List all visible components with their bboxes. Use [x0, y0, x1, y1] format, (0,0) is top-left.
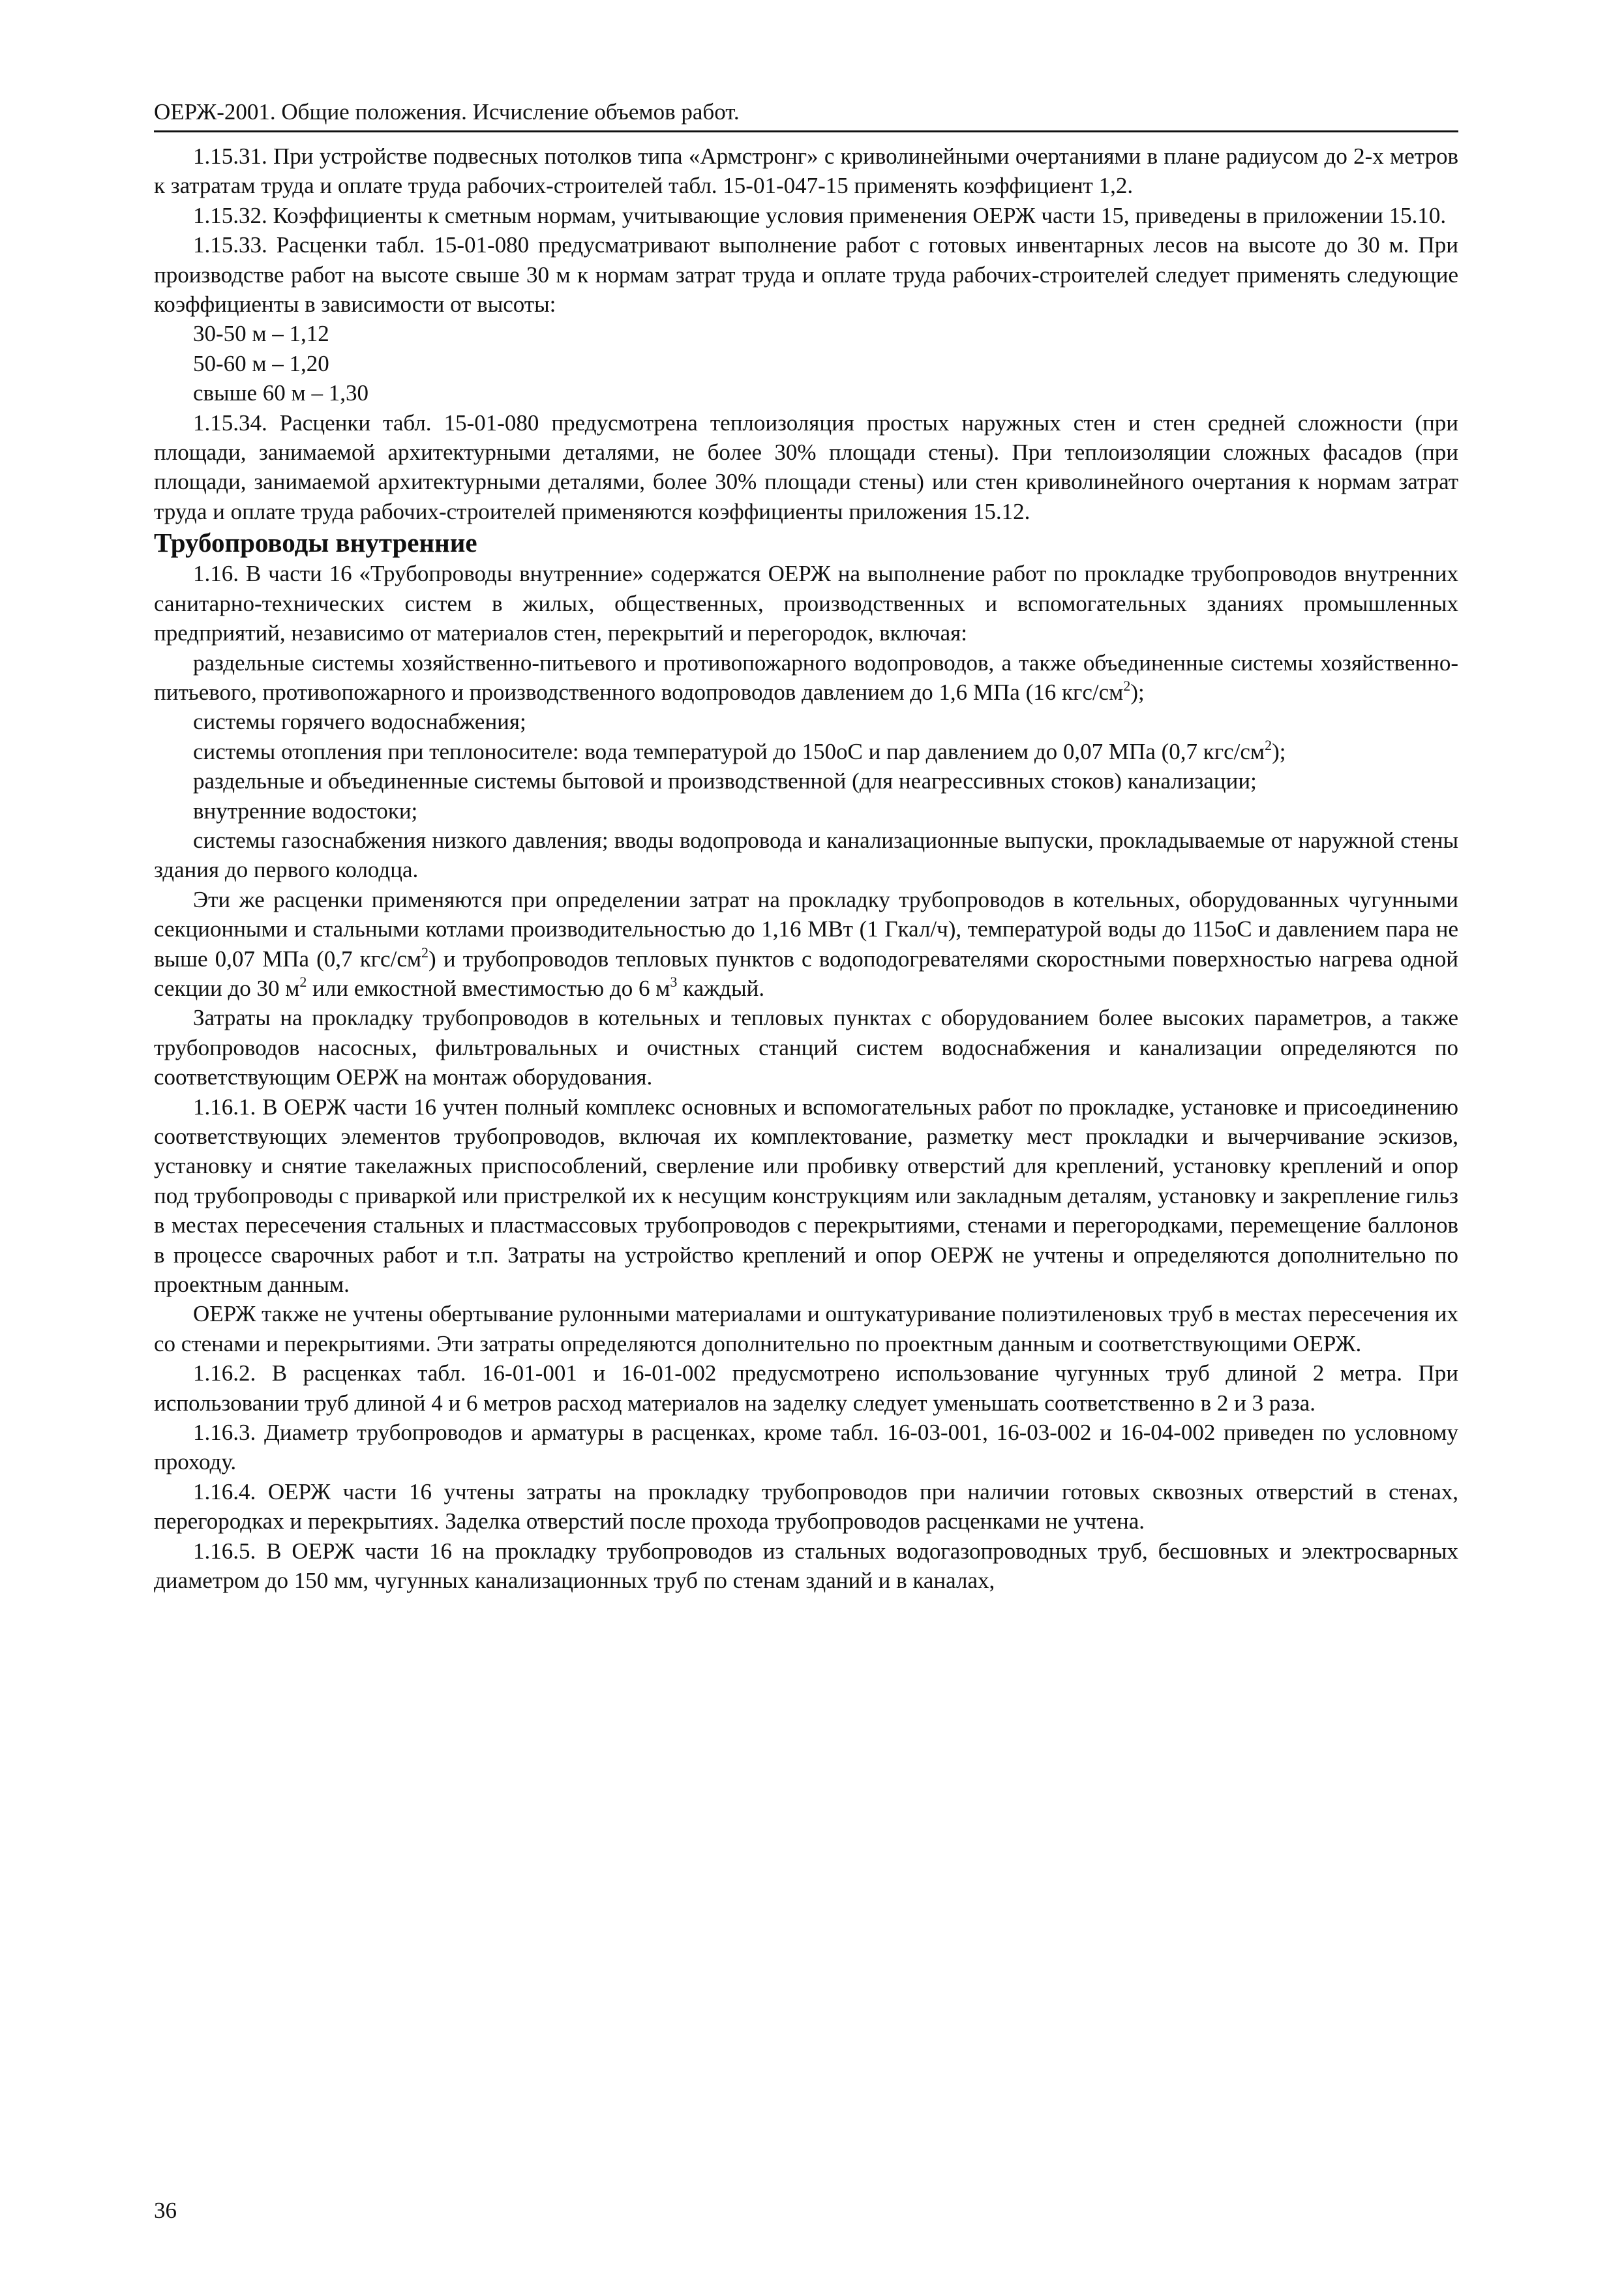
paragraph-1-16-4: 1.16.4. ОЕРЖ части 16 учтены затраты на прокладку трубопроводов при наличии готовых сквозных отверстий в стенах, перегородках и перекрытиях. Заделка отверстий после прохода трубопроводов расценками не учтена.: [154, 1478, 1458, 1534]
paragraph-boiler-rooms: Эти же расценки применяются при определении затрат на прокладку трубопроводов в котельных, оборудованных чугунными секционными и стальными котлами производительностью до 1,16 МВт (1 Гкал/ч), температурой воды до 115оС и давлением пара не выше 0,07 МПа (0,7 кгс/$см^2$) и трубопроводов тепловых пунктов с водоподогревателями скоростными поверхностью нагрева одной секции до 30 $м^2$ или емкостной вместимостью до 6 $м^3$ каждый.: [154, 886, 1458, 1001]
section-heading: Трубопроводы внутренние: [154, 528, 477, 558]
paragraph-wrapping: ОЕРЖ также не учтены обертывание рулонными материалами и оштукатуривание полиэтиленовых труб в местах пересечения их со стенами и перекрытиями. Эти затраты определяются дополнительно по проектным данным и соответствующими ОЕРЖ.: [154, 1301, 1458, 1356]
paragraph-1-15-33: 1.15.33. Расценки табл. 15-01-080 предусматривают выполнение работ с готовых инвентарных лесов на высоте до 30 м. При производстве работ на высоте свыше 30 м к нормам затрат труда и оплате труда рабочих-строителей следует применять следующие коэффициенты в зависимости от высоты:: [154, 232, 1458, 318]
paragraph-1-16-2: 1.16.2. В расценках табл. 16-01-001 и 16-01-002 предусмотрено использование чугунных труб длиной 2 метра. При использовании труб длиной 4 и 6 метров расход материалов на заделку следует уменьшать соответственно в 2 и 3 раза.: [154, 1360, 1458, 1416]
paragraph-1-16-5: 1.16.5. В ОЕРЖ части 16 на прокладку трубопроводов из стальных водогазопроводных труб, бесшовных и электросварных диаметром до 150 мм, чугунных канализационных труб по стенам зданий и в каналах,: [154, 1538, 1458, 1594]
paragraph-high-parameters: Затраты на прокладку трубопроводов в котельных и тепловых пунктах с оборудованием более высоких параметров, а также трубопроводов насосных, фильтровальных и очистных станций систем водоснабжения и канализации определяются по соответствующим ОЕРЖ на монтаж оборудования.: [154, 1005, 1458, 1090]
coefficient-line-50-60: 50-60 м – 1,20: [193, 350, 329, 376]
running-header: ОЕРЖ-2001. Общие положения. Исчисление объемов работ.: [154, 98, 1458, 132]
paragraph-1-16-1: 1.16.1. В ОЕРЖ части 16 учтен полный комплекс основных и вспомогательных работ по прокладке, установке и присоединению соответствующих элементов трубопроводов, включая их комплектование, разметку мест прокладки и вычерчивание эскизов, установку и снятие такелажных приспособлений, сверление или пробивку отверстий для креплений, установку креплений и опор под трубопроводы с приваркой или пристрелкой их к несущим конструкциям или закладным деталям, установку и закрепление гильз в местах пересечения стальных и пластмассовых трубопроводов с перекрытиями, стенами и перегородками, перемещение баллонов в процессе сварочных работ и т.п. Затраты на устройство креплений и опор ОЕРЖ не учтены и определяются дополнительно по проектным данным.: [154, 1094, 1458, 1298]
paragraph-1-15-34: 1.15.34. Расценки табл. 15-01-080 предусмотрена теплоизоляция простых наружных стен и стен средней сложности (при площади, занимаемой архитектурными деталями, не более 30% площади стены). При теплоизоляции сложных фасадов (при площади, занимаемой архитектурными деталями, более 30% площади стены) или стен криволинейного очертания к нормам затрат труда и оплате труда рабочих-строителей применяются коэффициенты приложения 15.12.: [154, 410, 1458, 524]
document-body: [154, 142, 1458, 1596]
paragraph-1-15-31: 1.15.31. При устройстве подвесных потолков типа «Армстронг» с криволинейными очертаниями в плане радиусом до 2-х метров к затратам труда и оплате труда рабочих-строителей табл. 15-01-047-15 применять коэффициент 1,2.: [154, 143, 1458, 199]
coefficient-line-30-50: 30-50 м – 1,12: [193, 321, 329, 347]
paragraph-1-15-32: 1.15.32. Коэффициенты к сметным нормам, учитывающие условия применения ОЕРЖ части 15, приведены в приложении 15.10.: [193, 202, 1447, 228]
list-item-drains: внутренние водостоки;: [193, 798, 418, 824]
list-item-water-supply: раздельные системы хозяйственно-питьевого и противопожарного водопроводов, а также объединенные системы хозяйственно-питьевого, противопожарного и производственного водопроводов давлением до 1,6 МПа (16 кгс/$см^2$);: [154, 650, 1458, 705]
list-item-hot-water: системы горячего водоснабжения;: [193, 709, 526, 735]
page-number: 36: [154, 2198, 177, 2223]
coefficient-line-over-60: свыше 60 м – 1,30: [193, 380, 368, 406]
paragraph-1-16-intro: 1.16. В части 16 «Трубопроводы внутренние» содержатся ОЕРЖ на выполнение работ по прокладке трубопроводов внутренних санитарно-технических систем в жилых, общественных, производственных и вспомогательных зданиях промышленных предприятий, независимо от материалов стен, перекрытий и перегородок, включая:: [154, 561, 1458, 646]
list-item-sewage: раздельные и объединенные системы бытовой и производственной (для неагрессивных стоков) канализации;: [193, 768, 1257, 794]
list-item-gas: системы газоснабжения низкого давления; вводы водопровода и канализационные выпуски, прокладываемые от наружной стены здания до первого колодца.: [154, 827, 1458, 883]
paragraph-1-16-3: 1.16.3. Диаметр трубопроводов и арматуры в расценках, кроме табл. 16-03-001, 16-03-002 и 16-04-002 приведен по условному проходу.: [154, 1420, 1458, 1475]
document-page: [154, 98, 1458, 1596]
list-item-heating: системы отопления при теплоносителе: вода температурой до 150оС и пар давлением до 0,07 МПа (0,7 кгс/$см^2$);: [193, 736, 1286, 764]
